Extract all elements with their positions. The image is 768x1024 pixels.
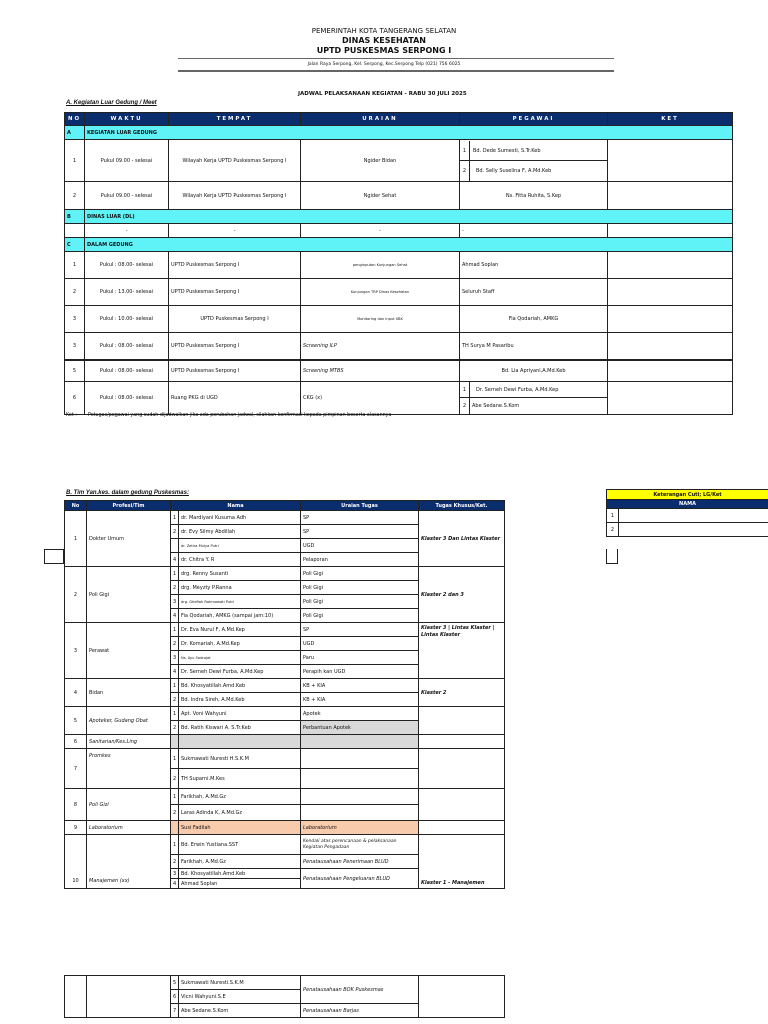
table-row: 2 drg. Meyzty P.Ranna Poli Gigi <box>65 581 505 595</box>
table-row: 5 Sukmawati Nuresti.S.K.M Penatausahaan BOK Puskesmas <box>65 976 505 990</box>
section-b-heading: B. Tim Yan.kes. dalam gedung Puskesmas: <box>66 490 189 496</box>
table-row: 8 Poli Gizi 1 Farikhah, A.Md.Gz <box>65 789 505 805</box>
table-row: 2 Pukul 09.00 - selesai Wilayah Kerja UPTD Puskesmas Serpong I Ngider Sehat Ns. Fitta Ruhita, S.Kep <box>65 182 733 210</box>
pegawai-cell: 1 Dr. Serneh Dewi Furba, A.Md.Kep 2 Abe Sedane.S.Kom <box>460 382 608 415</box>
note-text: Petugas/pegawai yang sudah dijadwalkan jika ada perubahan jadwal, silahkan konfirmasi kepada pimpinan beserta alasannya <box>88 413 392 418</box>
pegawai-cell: 1 Bd. Dede Sumesti, S.Tr.Keb 2 Bd. Selly Suselina F, A.Md.Keb <box>460 140 608 182</box>
header-divider <box>178 58 614 59</box>
table-row: 4 Fia Qodariah, AMKG (sampai jam:10) Poli Gigi <box>65 609 505 623</box>
table-row: 7 Abe Sedane.S.Kom Penatausahaan Barjas <box>65 1004 505 1018</box>
header-address: Jalan Raya Serpong, Kel. Serpong, Kec.Serpong Telp (021) 756 6025 <box>307 62 461 67</box>
table-row: 1 Pukul : 08.00- selesai UPTD Puskesmas Serpong I penginputan Kunjungan Sehat Ahmad Soplan <box>65 252 733 279</box>
schedule-table <box>64 112 733 415</box>
table-row: 1 Pukul 09.00 - selesai Wilayah Kerja UPTD Puskesmas Serpong I Ngider Bidan 1 Bd. Dede Sumesti, S.Tr.Keb 2 Bd. Selly Suselina F, A.Md.Keb <box>65 140 733 182</box>
table-row: 2 Bd. Indra Sireh, A.Md.Keb KB + KIA <box>65 693 505 707</box>
table-row: 3 Pukul : 08.00- selesai UPTD Puskesmas Serpong I Screening ILP TH Surya M Pasaribu <box>65 333 733 360</box>
schedule-header-row <box>65 113 733 126</box>
table-row: 2 Laras Adinda K, A.Md.Gz <box>65 805 505 821</box>
table-row: 2 Poli Gigi 1 drg. Renny Susanti Poli Gigi Klaster 2 dan 3 <box>65 567 505 581</box>
table-row: 7 Promkes 1 Sukmawati Nuresti H.S.K.M <box>65 749 505 769</box>
table-row: 2 TH Suparni.M.Kes <box>65 769 505 789</box>
schedule-title: JADWAL PELAKSANAAN KEGIATAN - RABU 30 JULI 2025 <box>298 91 467 97</box>
header-agency: DINAS KESEHATAN <box>342 36 426 45</box>
note-label: Ket : <box>66 413 77 418</box>
col-ket: KET <box>608 113 733 126</box>
table-row: 3 Ns. Ayu Sadrajat Paru <box>65 651 505 665</box>
col-pegawai: PEGAWAI <box>460 113 608 126</box>
table-row: 4 Ahmad Soplan <box>65 879 505 889</box>
table-row: 4 dr. Chitra Y. R Pelaporan <box>65 553 505 567</box>
leave-table-tail <box>606 549 618 564</box>
table-row: 5 Apoteker, Gudang Obat 1 Apt. Voni Wahyuni Apotek <box>65 707 505 721</box>
table-row: 10 Manajemen (xx) 1 Bd. Erwin Yustiana.SST Kendali atas perencanaan & pelaksanaan Kegiatan Pengadaan Klaster 1 - Manajemen <box>65 835 505 855</box>
group-row-c: C DALAM GEDUNG <box>65 238 733 252</box>
leave-header: Keterangan Cuti; LG/Ket <box>607 490 768 500</box>
table-row: 3 drg. Ghefiah Rahmawati Putri Poli Gigi <box>65 595 505 609</box>
table-row: 2 Farikhah, A.Md.Gz Penatausahaan Penerimaan BLUD <box>65 855 505 869</box>
table-row: dr. Zetira Mulya Putri UGD <box>65 539 505 553</box>
table-row: 6 Sanitarian/Kes.Ling <box>65 735 505 749</box>
table-row: 2 Dr. Komariah, A.Md.Kep UGD <box>65 637 505 651</box>
table-row: 3 Pukul : 10.00- selesai UPTD Puskesmas Serpong I Monitoring dan input SBK Fia Qodariah, AMKG <box>65 306 733 333</box>
table-row: 4 Bidan 1 Bd. Khosyatillah.Amd.Keb KB + KIA Klaster 2 <box>65 679 505 693</box>
col-uraian: URAIAN <box>301 113 460 126</box>
staff-table <box>64 500 505 889</box>
col-waktu: WAKTU <box>85 113 169 126</box>
table-row: 5 Pukul : 08.00- selesai UPTD Puskesmas Serpong I Screening MTBS Bd. Lia Apriyani,A.Md.Keb <box>65 360 733 382</box>
table-row: 6 Vicni Wahyuni.S.E <box>65 990 505 1004</box>
table-row: 6 Pukul : 08.00- selesai Ruang PKG di UGD CKG (x) 1 Dr. Serneh Dewi Furba, A.Md.Kep 2 Abe Sedane.S.Kom <box>65 382 733 415</box>
table-row: 3 Bd. Khosyatillah.Amd.Keb Penatausahaan Pengeluaran BLUD <box>65 869 505 879</box>
table-row: 2 Bd. Ratih Kiswari A. S.Tr.Keb Perbantuan Apotek <box>65 721 505 735</box>
table-row: 1 Dokter Umum 1 dr. Mardiyani Kusuma Adh SP Klaster 3 Dan Lintas Klaster <box>65 511 505 525</box>
header-divider-thick <box>178 70 614 72</box>
staff-table-continued <box>64 975 505 1018</box>
table-row: 2 Pukul : 13.00- selesai UPTD Puskesmas Serpong I Kunjungan TRP Dinas Kesehatan Seluruh Staff <box>65 279 733 306</box>
col-tempat: TEMPAT <box>169 113 301 126</box>
leave-col-name: NAMA <box>607 500 768 509</box>
header-government: PEMERINTAH KOTA TANGERANG SELATAN <box>311 27 457 35</box>
staff-header-row: No Profesi/Tim Nama Uraian Tugas Tugas Khusus/Ket. <box>65 501 505 511</box>
header-unit: UPTD PUSKESMAS SERPONG I <box>316 46 452 55</box>
table-row: 3 Perawat 1 Dr. Eva Nurul F, A.Md.Kep SP Klaster 3 | Lintas Klaster | Lintas Klaster <box>65 623 505 637</box>
col-no: NO <box>65 113 85 126</box>
table-row: 4 Dr. Serneh Dewi Furba, A.Md.Kep Perapih kan UGD <box>65 665 505 679</box>
table-row: - - - - <box>65 224 733 238</box>
table-row: 9 Laboratorium Susi Fadilah Laboratorium <box>65 821 505 835</box>
group-row-a: A KEGIATAN LUAR GEDUNG <box>65 126 733 140</box>
margin-box <box>44 549 64 564</box>
group-row-b: B DINAS LUAR (DL) <box>65 210 733 224</box>
section-a-heading: A. Kegiatan Luar Gedung / Meet <box>66 100 157 106</box>
leave-table: Keterangan Cuti; LG/Ket NAMA 1 2 <box>606 489 768 537</box>
table-row: 2 dr. Evy Silmy Abdillah SP <box>65 525 505 539</box>
